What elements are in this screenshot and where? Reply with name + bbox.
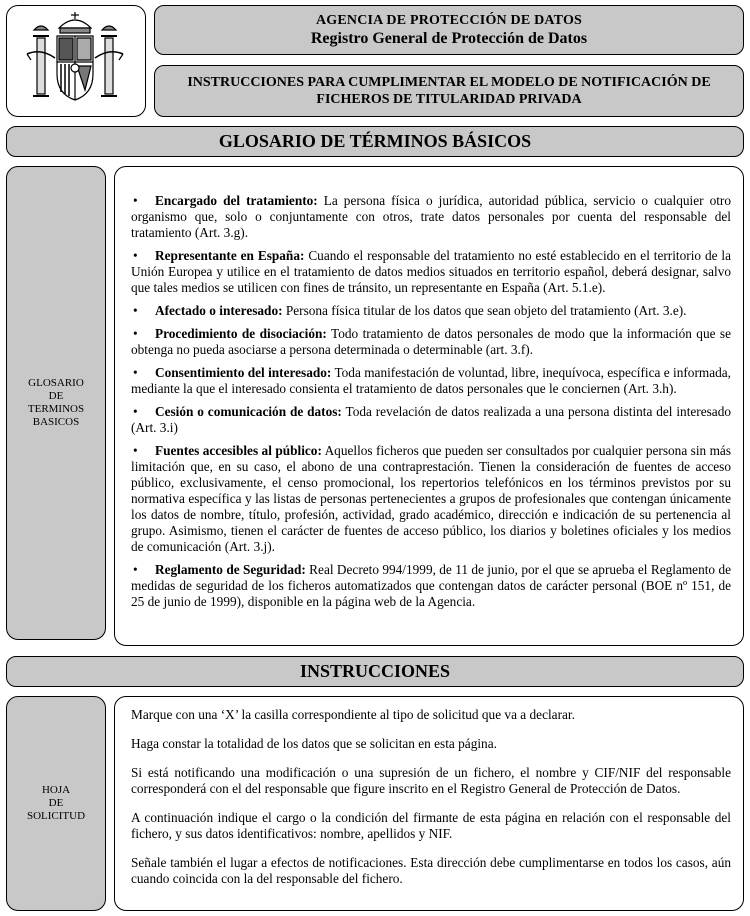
glossary-term: Encargado del tratamiento: — [155, 193, 318, 208]
form-title-text: INSTRUCCIONES PARA CUMPLIMENTAR EL MODELO DE NOTIFICACIÓN DE FICHEROS DE TITULARIDAD PRIVADA — [187, 75, 711, 107]
side-label-line: BASICOS — [32, 416, 80, 428]
bullet-icon: • — [133, 326, 138, 341]
agency-header — [154, 5, 744, 55]
glossary-definition: La persona física o jurídica, autoridad pública, servicio o cualquier otro organismo que, solo o conjuntamente con otros, trate datos personales por cuenta del responsable del tratamiento (Art. 3.g). — [131, 193, 731, 240]
glossary-definition: Aquellos ficheros que pueden ser consultados por cualquier persona sin más limitación que, en su caso, el abono de una contraprestación. Tienen la consideración de fuentes de acceso público, exclusivamente, el censo promocional, los repertorios telefónicos en los términos previstos por su normativa específica y las listas de personas pertenecientes a grupos de profesionales que contengan únicamente los datos de nombre, título, profesión, actividad, grado académico, dirección e indicación de su pertenencia al grupo. Asimismo, tienen el carácter de fuentes de acceso público, los diarios y boletines oficiales y los medios de comunicación (Art. 3.j). — [131, 443, 732, 554]
side-label-line: DE — [48, 797, 64, 809]
glossary-item — [131, 365, 731, 397]
glossary-item — [131, 562, 731, 610]
form-title — [154, 65, 744, 117]
glossary-term: Procedimiento de disociación: — [155, 326, 327, 341]
instructions-header-text: INSTRUCCIONES — [299, 661, 451, 681]
glossary-item — [131, 193, 731, 241]
bullet-icon: • — [133, 303, 138, 318]
glossary-term: Fuentes accesibles al público: — [155, 443, 322, 458]
bullet-icon: • — [133, 248, 138, 263]
glossary-definition: Todo tratamiento de datos personales de modo que la información que se obtenga no pueda asociarse a persona determinada o determinable (art. 3.f). — [131, 326, 731, 357]
bullet-icon: • — [133, 443, 138, 458]
bullet-icon: • — [133, 193, 138, 208]
glossary-content — [114, 166, 744, 646]
glossary-term: Cesión o comunicación de datos: — [155, 404, 342, 419]
glossary-section-header — [6, 126, 744, 157]
glossary-term: Representante en España: — [155, 248, 305, 263]
glossary-item — [131, 303, 731, 319]
agency-name: AGENCIA DE PROTECCIÓN DE DATOS — [315, 12, 583, 28]
bullet-icon: • — [133, 562, 138, 577]
instruction-paragraph: Haga constar la totalidad de los datos que se solicitan en esta página. — [131, 736, 497, 751]
glossary-definition: Real Decreto 994/1999, de 11 de junio, por el que se aprueba el Reglamento de medidas de seguridad de los ficheros automatizados que contengan datos de carácter personal (BOE nº 151, de 25 de junio de 1999), disponible en la página web de la Agencia. — [131, 562, 731, 609]
glossary-side-label — [6, 166, 106, 640]
glossary-definition: Persona física titular de los datos que sean objeto del tratamiento (Art. 3.e). — [285, 303, 687, 318]
glossary-item — [131, 248, 731, 296]
side-label-line: GLOSARIO — [28, 377, 84, 389]
side-label-line: DE — [48, 390, 64, 402]
bullet-icon: • — [133, 365, 138, 380]
glossary-header-text: GLOSARIO DE TÉRMINOS BÁSICOS — [218, 131, 532, 151]
instructions-section-header — [6, 656, 744, 687]
instruction-paragraph: Marque con una ‘X’ la casilla correspondiente al tipo de solicitud que va a declarar. — [131, 707, 575, 722]
glossary-definition: Toda revelación de datos realizada a una persona distinta del interesado (Art. 3.i) — [131, 404, 732, 435]
side-label-line: HOJA — [41, 784, 71, 796]
glossary-term: Afectado o interesado: — [155, 303, 283, 318]
glossary-item — [131, 443, 731, 555]
side-label-line: TERMINOS — [27, 403, 85, 415]
glossary-definition: Cuando el responsable del tratamiento no esté establecido en el territorio de la Unión Europea y utilice en el tratamiento de datos medios situados en territorio español, deberá designar, salvo que tales medios se utilicen con fines de tránsito, un representante en España (Art. 5.1.e). — [131, 248, 731, 295]
glossary-item — [131, 326, 731, 358]
glossary-term: Consentimiento del interesado: — [155, 365, 332, 380]
instruction-paragraph: A continuación indique el cargo o la condición del firmante de esta página en relación con el responsable del fichero, y sus datos identificativos: nombre, apellidos y NIF. — [131, 810, 731, 841]
glossary-item — [131, 404, 731, 436]
instruction-paragraph: Señale también el lugar a efectos de notificaciones. Esta dirección debe cumplimentarse en todos los casos, aún cuando coincida con la del responsable del fichero. — [131, 855, 731, 886]
instructions-content — [114, 696, 744, 911]
glossary-definition: Toda manifestación de voluntad, libre, inequívoca, específica e informada, mediante la que el interesado consienta el tratamiento de datos personales que le conciernen (Art. 3.h). — [131, 365, 731, 396]
side-label-line: SOLICITUD — [26, 810, 86, 822]
bullet-icon: • — [133, 404, 138, 419]
registry-name: Registro General de Protección de Datos — [310, 29, 588, 47]
instruction-paragraph: Si está notificando una modificación o una supresión de un fichero, el nombre y CIF/NIF del responsable corresponderá con el del responsable que figure inscrito en el Registro General de Protección de Datos. — [131, 765, 731, 796]
emblem-frame — [6, 5, 146, 117]
hoja-side-label — [6, 696, 106, 911]
glossary-term: Reglamento de Seguridad: — [155, 562, 306, 577]
spain-coat-of-arms-icon — [7, 6, 144, 115]
